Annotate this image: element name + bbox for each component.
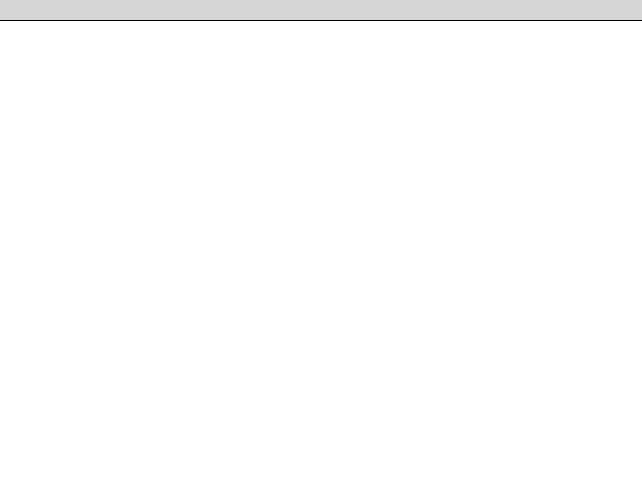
year-header-row: [0, 0, 642, 21]
